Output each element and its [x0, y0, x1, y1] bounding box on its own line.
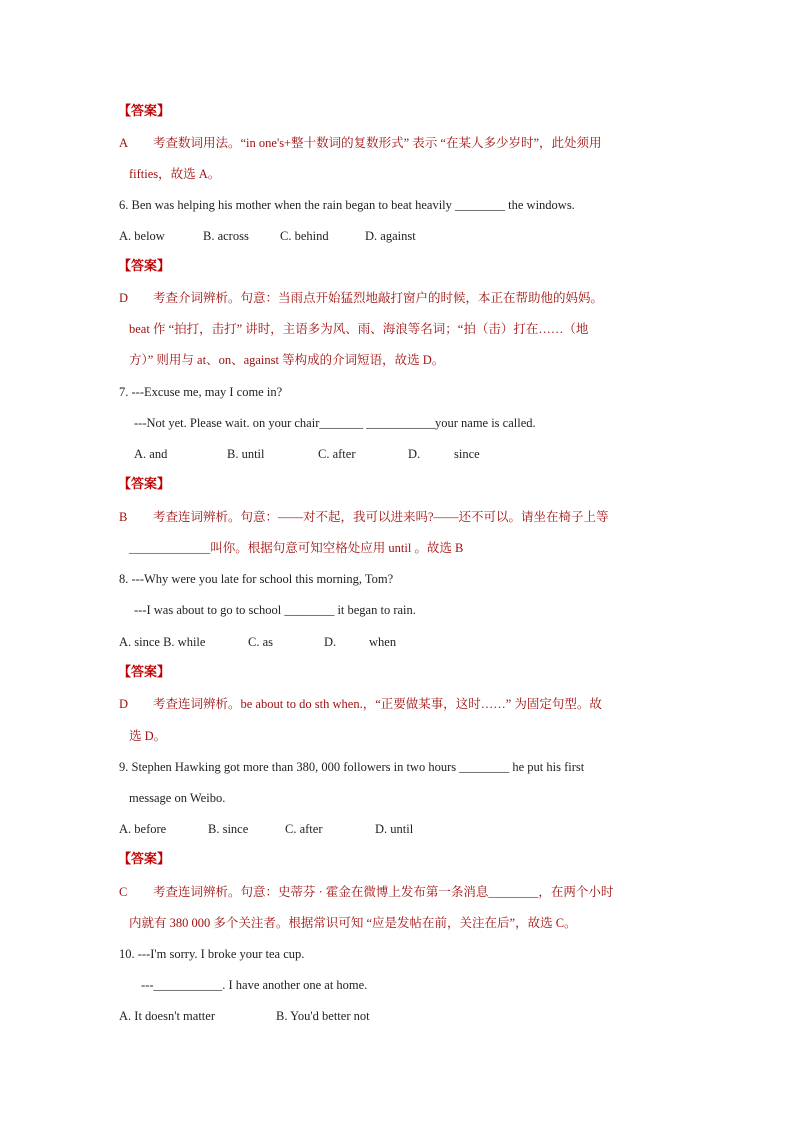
explanation-line [119, 694, 602, 714]
answer-heading: 【答案】 [118, 477, 171, 492]
option-a: A. before [119, 822, 167, 836]
option-c: C. after [318, 447, 356, 461]
option-a: A. and [134, 447, 168, 461]
option-b: B. until [227, 447, 265, 461]
explanation-line [119, 882, 613, 902]
explanation-line: 选 D。 [129, 729, 167, 743]
option-a: A. below [119, 229, 165, 243]
answer-letter: D [119, 697, 129, 711]
answer-heading: 【答案】 [118, 104, 171, 119]
explanation-line [119, 288, 603, 308]
answer-letter: B [119, 510, 128, 524]
explanation-text: 考查数词用法。“in one's+整十数词的复数形式” 表示 “在某人多少岁时”，此处须用 [153, 136, 602, 150]
option-d: D. until [375, 822, 414, 836]
question-stem: ---Not yet. Please wait. on your chair_______ ___________your name is called. [134, 416, 536, 430]
option-d: D. against [365, 229, 416, 243]
option-c: C. as [248, 635, 273, 649]
option-a: A. It doesn't matter [119, 1009, 215, 1023]
question-stem: ---___________. I have another one at home. [141, 978, 368, 992]
question-stem: message on Weibo. [129, 791, 226, 805]
question-stem: ---I was about to go to school ________ it began to rain. [134, 603, 416, 617]
options-row [119, 1006, 370, 1026]
explanation-line: beat 作 “拍打，击打” 讲时，主语多为风、雨、海浪等名词；“拍（击）打在……（地 [129, 322, 589, 336]
options-row [119, 819, 413, 839]
question-stem: 7. ---Excuse me, may I come in? [119, 385, 283, 399]
option-ab: A. since B. while [119, 635, 206, 649]
explanation-line: 方）” 则用与 at、on、against 等构成的介词短语，故选 D。 [129, 353, 445, 367]
question-stem: 8. ---Why were you late for school this morning, Tom? [119, 572, 394, 586]
answer-letter: A [119, 136, 129, 150]
explanation-line: 内就有 380 000 多个关注者。根据常识可知 “应是发帖在前，关注在后”，故选 C。 [129, 916, 577, 930]
explanation-text: 考查连词辨析。句意：——对不起，我可以进来吗?——还不可以。请坐在椅子上等 [153, 510, 609, 524]
option-b: B. You'd better not [276, 1009, 370, 1023]
answer-heading: 【答案】 [118, 852, 171, 867]
explanation-line: fifties，故选 A。 [129, 167, 221, 181]
question-stem: 9. Stephen Hawking got more than 380, 000 followers in two hours ________ he put his first [119, 760, 585, 774]
option-d: D. [408, 447, 421, 461]
answer-heading: 【答案】 [118, 259, 171, 274]
explanation-line [119, 507, 609, 527]
answer-letter: C [119, 885, 128, 899]
option-c: C. behind [280, 229, 329, 243]
answer-heading: 【答案】 [118, 665, 171, 680]
option-d-text: when [369, 635, 397, 649]
options-row [134, 444, 480, 464]
question-stem: 10. ---I'm sorry. I broke your tea cup. [119, 947, 305, 961]
explanation-text: 考查连词辨析。句意：史蒂芬 · 霍金在微博上发布第一条消息________，在两个小时 [153, 885, 614, 899]
question-stem: 6. Ben was helping his mother when the rain began to beat heavily ________ the windows. [119, 198, 575, 212]
option-c: C. after [285, 822, 323, 836]
explanation-line [119, 133, 602, 153]
explanation-line: _____________叫你。根据句意可知空格处应用 until 。故选 B [129, 541, 464, 555]
explanation-text: 考查介词辨析。句意：当雨点开始猛烈地敲打窗户的时候，本正在帮助他的妈妈。 [153, 291, 604, 305]
options-row [119, 226, 416, 246]
answer-letter: D [119, 291, 129, 305]
option-d: D. [324, 635, 337, 649]
option-b: B. since [208, 822, 249, 836]
option-d-text: since [454, 447, 480, 461]
explanation-text: 考查连词辨析。be about to do sth when.，“正要做某事，这时……” 为固定句型。故 [153, 697, 602, 711]
option-b: B. across [203, 229, 249, 243]
options-row [119, 632, 396, 652]
